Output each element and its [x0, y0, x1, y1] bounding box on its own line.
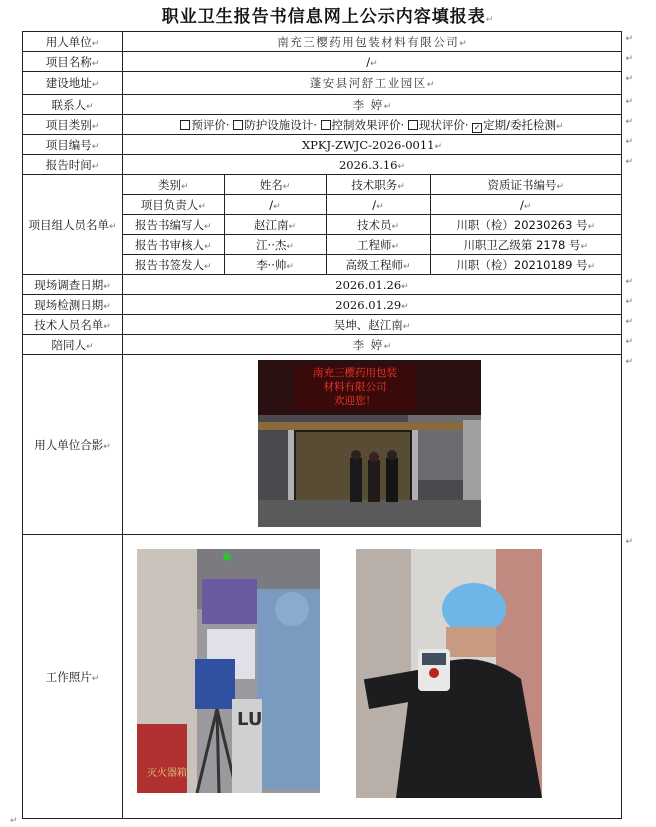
team-cell: 赵江南↵ — [224, 215, 326, 235]
project-name-value: /↵ ↵ — [123, 52, 622, 72]
survey-date-label: 现场调查日期↵ — [23, 275, 123, 295]
escort-label: 陪同人↵ — [23, 335, 123, 355]
team-row — [123, 215, 621, 235]
work-photo-right — [356, 549, 542, 798]
checkbox-icon[interactable] — [233, 120, 243, 130]
team-cell: 项目负责人↵ — [123, 195, 224, 215]
row-report-date — [23, 155, 622, 175]
disclosure-form-table — [22, 31, 633, 819]
paragraph-mark: ↵ — [10, 816, 18, 826]
test-date-value: 2026.01.29↵ ↵ — [123, 295, 622, 315]
group-photo — [258, 360, 481, 527]
team-label: 项目组人员名单↵ — [23, 175, 123, 275]
row-address — [23, 72, 622, 95]
team-cell: 川职（检）20230263 号↵ — [430, 215, 621, 235]
checkbox-icon[interactable] — [408, 120, 418, 130]
row-escort — [23, 335, 622, 355]
team-row — [123, 255, 621, 275]
team-cell: 川职卫乙级第 2178 号↵ — [430, 235, 621, 255]
team-cell: 报告书编写人↵ — [123, 215, 224, 235]
category-option-facility-design[interactable]: 防护设施设计 — [233, 118, 313, 132]
test-date-label: 现场检测日期↵ — [23, 295, 123, 315]
form-title: 职业卫生报告书信息网上公示内容填报表↵ — [161, 7, 495, 27]
team-cell: 高级工程师↵ — [326, 255, 430, 275]
employer-value: 南充三樱药用包装材料有限公司↵ ↵ — [123, 32, 622, 52]
row-technicians — [23, 315, 622, 335]
team-cell: 工程师↵ — [326, 235, 430, 255]
team-row — [123, 235, 621, 255]
work-photos-cell: LU 灭火器箱 ↵ — [123, 535, 622, 819]
work-photos-label: 工作照片↵ — [23, 535, 123, 819]
technicians-label: 技术人员名单↵ — [23, 315, 123, 335]
project-name-label: 项目名称↵ — [23, 52, 123, 72]
row-group-photo — [23, 355, 622, 535]
row-category — [23, 115, 622, 135]
row-project-no — [23, 135, 622, 155]
address-value: 蓬安县河舒工业园区↵ ↵ — [123, 72, 622, 95]
team-header-category: 类别↵ — [123, 175, 224, 195]
checkbox-icon[interactable] — [321, 120, 331, 130]
team-cell: /↵ — [326, 195, 430, 215]
group-photo-label: 用人单位合影↵ — [23, 355, 123, 535]
report-date-value: 2026.3.16↵ ↵ — [123, 155, 622, 175]
group-photo-cell: 南充三樱药用包装 材料有限公司 欢迎您！ ↵ — [123, 355, 622, 535]
team-header-title: 技术职务↵ — [326, 175, 430, 195]
team-cell: 报告书签发人↵ — [123, 255, 224, 275]
report-date-label: 报告时间↵ — [23, 155, 123, 175]
row-team — [23, 175, 622, 275]
team-row — [123, 195, 621, 215]
row-employer — [23, 32, 622, 52]
team-cell: /↵ — [224, 195, 326, 215]
category-label: 项目类别↵ — [23, 115, 123, 135]
team-table — [123, 175, 621, 274]
contact-label: 联系人↵ — [23, 95, 123, 115]
category-option-status-eval[interactable]: 现状评价 — [408, 118, 465, 132]
led-sign: 南充三樱药用包装 材料有限公司 欢迎您！ — [313, 367, 397, 407]
row-work-photos — [23, 535, 622, 819]
fire-box-label: 灭火器箱 — [147, 768, 187, 779]
category-option-periodic-test[interactable]: ✓ 定期/委托检测 — [473, 117, 557, 132]
project-no-value: XPKJ-ZWJC-2026-0011↵ ↵ — [123, 135, 622, 155]
row-survey-date — [23, 275, 622, 295]
employer-label: 用人单位↵ — [23, 32, 123, 52]
team-cell: 李··帅↵ — [224, 255, 326, 275]
address-label: 建设地址↵ — [23, 72, 123, 95]
machine-label: LU — [237, 709, 263, 730]
checkbox-checked-icon[interactable]: ✓ — [473, 122, 481, 132]
work-photo-left — [137, 549, 320, 793]
team-table-cell — [123, 175, 622, 275]
checkbox-icon[interactable] — [180, 120, 190, 130]
work-photo-right-scene — [356, 549, 542, 798]
team-cell: /↵ — [430, 195, 621, 215]
team-header-row — [123, 175, 621, 195]
work-photo-left-scene — [137, 549, 320, 793]
team-header-name: 姓名↵ — [224, 175, 326, 195]
category-options: 预评价· 防护设施设计· 控制效果评价· 现状评价· ✓ 定期/委托检测↵ ↵ — [123, 115, 622, 135]
project-no-label: 项目编号↵ — [23, 135, 123, 155]
team-cell: 江··杰↵ — [224, 235, 326, 255]
team-cell: 川职（检）20210189 号↵ — [430, 255, 621, 275]
row-project-name — [23, 52, 622, 72]
contact-value: 李 婷↵ ↵ — [123, 95, 622, 115]
team-cell: 技术员↵ — [326, 215, 430, 235]
technicians-value: 吴坤、赵江南↵ ↵ — [123, 315, 622, 335]
survey-date-value: 2026.01.26↵ ↵ — [123, 275, 622, 295]
escort-value: 李 婷↵ ↵ — [123, 335, 622, 355]
row-test-date — [23, 295, 622, 315]
team-cell: 报告书审核人↵ — [123, 235, 224, 255]
team-header-cert: 资质证书编号↵ — [430, 175, 621, 195]
category-option-pre-eval[interactable]: 预评价 — [180, 118, 226, 132]
row-contact — [23, 95, 622, 115]
category-option-control-eval[interactable]: 控制效果评价 — [321, 118, 401, 132]
